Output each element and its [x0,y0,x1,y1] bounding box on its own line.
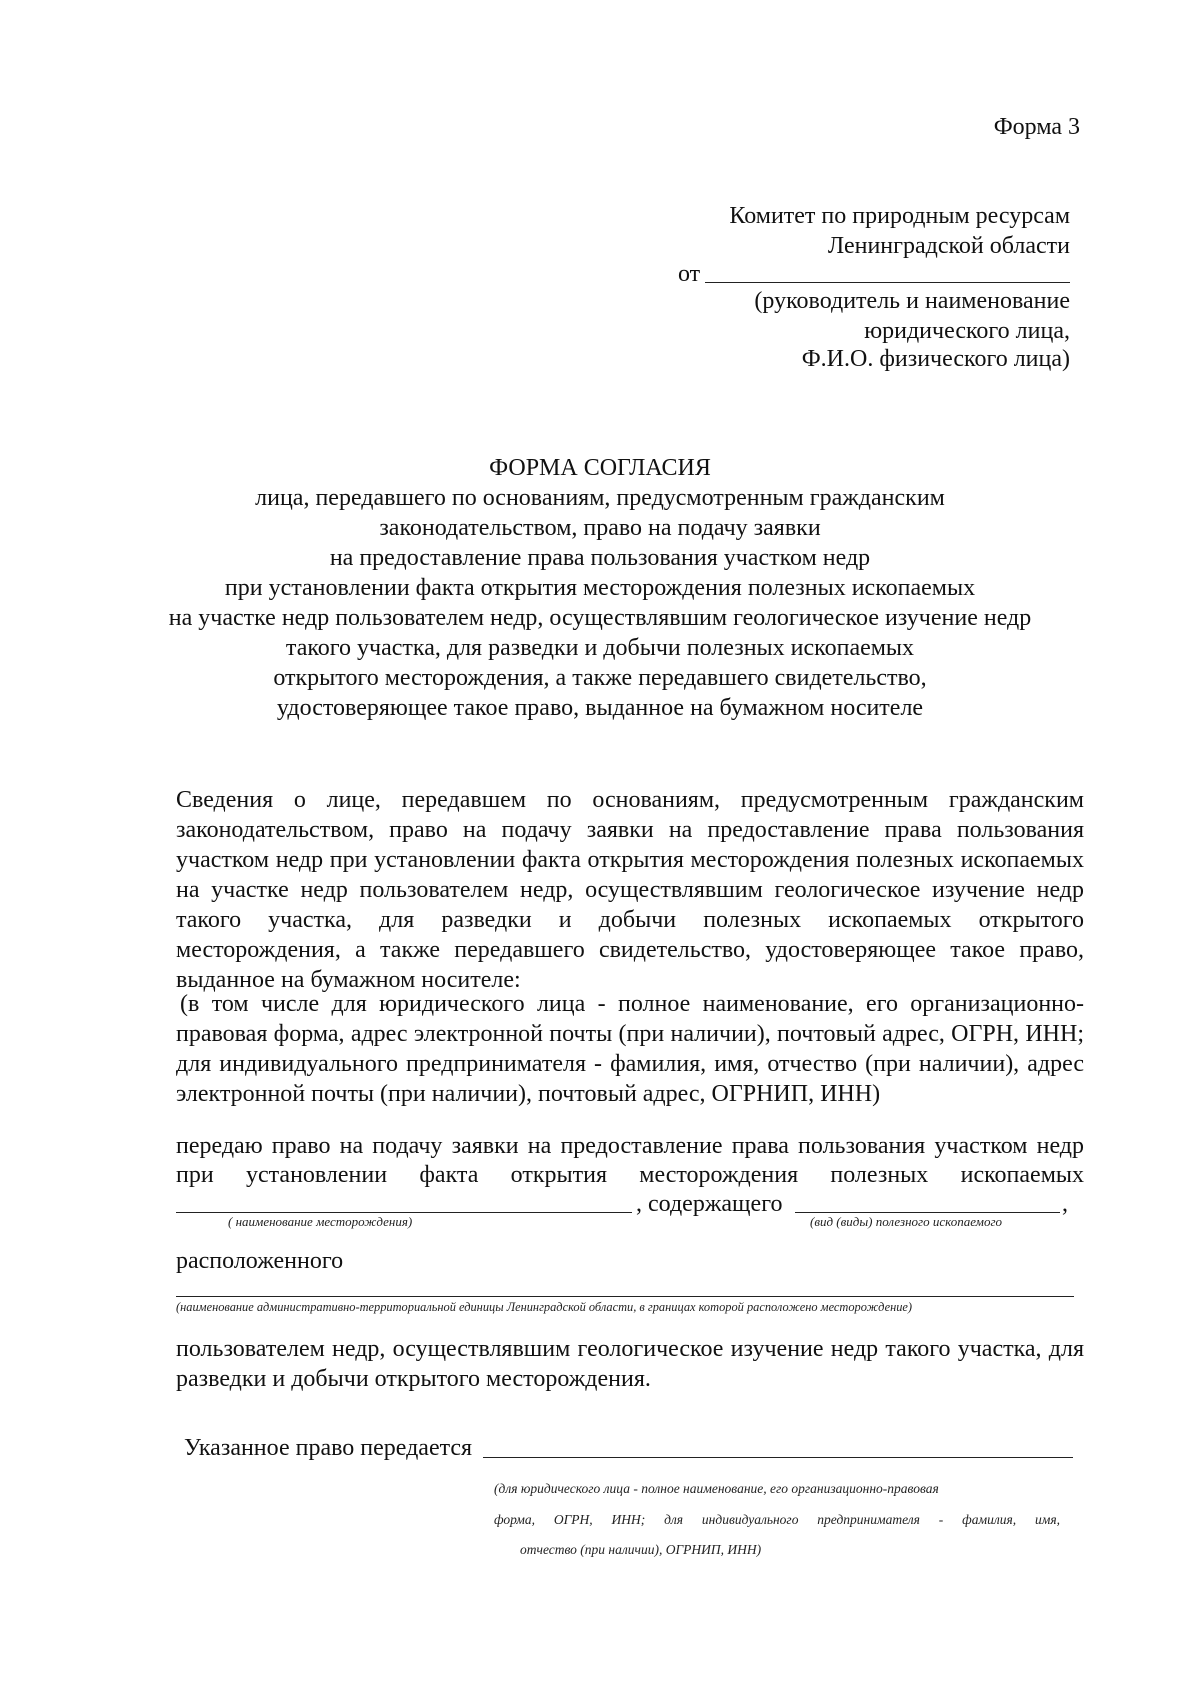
subtitle-line: удостоверяющее такое право, выданное на бумажном носителе [276,695,924,721]
deposit-name-field[interactable] [176,1212,632,1213]
from-caption-line-2: юридического лица, [864,318,1070,344]
addressee-line-1: Комитет по природным ресурсам [729,203,1070,229]
document-subtitle [100,483,1100,723]
mineral-type-field[interactable] [795,1212,1060,1213]
containing-label: , содержащего [636,1191,783,1217]
comma: , [1062,1191,1068,1217]
closing-paragraph: пользователем недр, осуществлявшим геологическое изучение недр такого участка, для разведки и добычи открытого месторождения. [176,1336,1084,1392]
from-field[interactable] [705,282,1070,283]
subtitle-line: такого участка, для разведки и добычи полезных ископаемых [285,635,915,661]
subtitle-line: при установлении факта открытия месторождения полезных ископаемых [224,575,976,601]
subtitle-line: законодательством, право на подачу заявки [379,515,821,541]
subtitle-line: открытого месторождения, а также передавшего свидетельство, [273,665,927,691]
deposit-name-caption: ( наименование месторождения) [228,1214,413,1229]
subtitle-line: на участке недр пользователем недр, осуществлявшим геологическое изучение недр [168,605,1032,631]
transferee-caption-line-1: (для юридического лица - полное наименование, его организационно-правовая [494,1481,939,1496]
transfer-statement-line-2: при установлении факта открытия месторождения полезных ископаемых [176,1162,1084,1188]
transferee-caption-line-3: отчество (при наличии), ОГРНИП, ИНН) [520,1542,762,1557]
transferee-field[interactable] [483,1457,1073,1458]
from-caption-line-1: (руководитель и наименование [754,288,1070,314]
transfer-label: Указанное право передается [184,1435,473,1461]
subtitle-line: на предоставление права пользования участком недр [329,545,871,571]
subtitle-line: лица, передавшего по основаниям, предусмотренным гражданским [255,485,945,511]
transfer-statement-line-1: передаю право на подачу заявки на предоставление права пользования участком недр [176,1133,1084,1159]
mineral-type-caption: (вид (виды) полезного ископаемого [810,1214,1003,1229]
document-title: ФОРМА СОГЛАСИЯ [489,455,711,481]
from-caption-line-3: Ф.И.О. физического лица) [801,346,1070,372]
located-label: расположенного [176,1248,344,1274]
info-details-paragraph: (в том числе для юридического лица - полное наименование, его организационно-правовая форма, адрес электронной почты (при наличии), почтовый адрес, ОГРН, ИНН; для индивидуального предпринимателя - фамилия, имя, отчество (при наличии), адрес электронной почты (при наличии), почтовый адрес, ОГРНИП, ИНН) [176,991,1084,1107]
addressee-line-2: Ленинградской области [827,233,1070,259]
admin-unit-field[interactable] [176,1296,1074,1297]
admin-unit-caption: (наименование административно-территориальной единицы Ленинградской области, в границах которой расположено месторождение) [176,1300,913,1314]
from-label: от [678,261,701,287]
info-paragraph: Сведения о лице, передавшем по основаниям, предусмотренным гражданским законодательством, право на подачу заявки на предоставление права пользования участком недр при установлении факта открытия месторождения полезных ископаемых на участке недр пользователем недр, осуществлявшим геологическое изучение недр такого участка, для разведки и добычи полезных ископаемых открытого месторождения, а также передавшего свидетельство, удостоверяющее такое право, выданное на бумажном носителе: [176,787,1084,993]
transferee-caption-line-2: форма, ОГРН, ИНН; для индивидуального предпринимателя - фамилия, имя, [494,1512,1060,1527]
form-number: Форма 3 [993,114,1080,140]
